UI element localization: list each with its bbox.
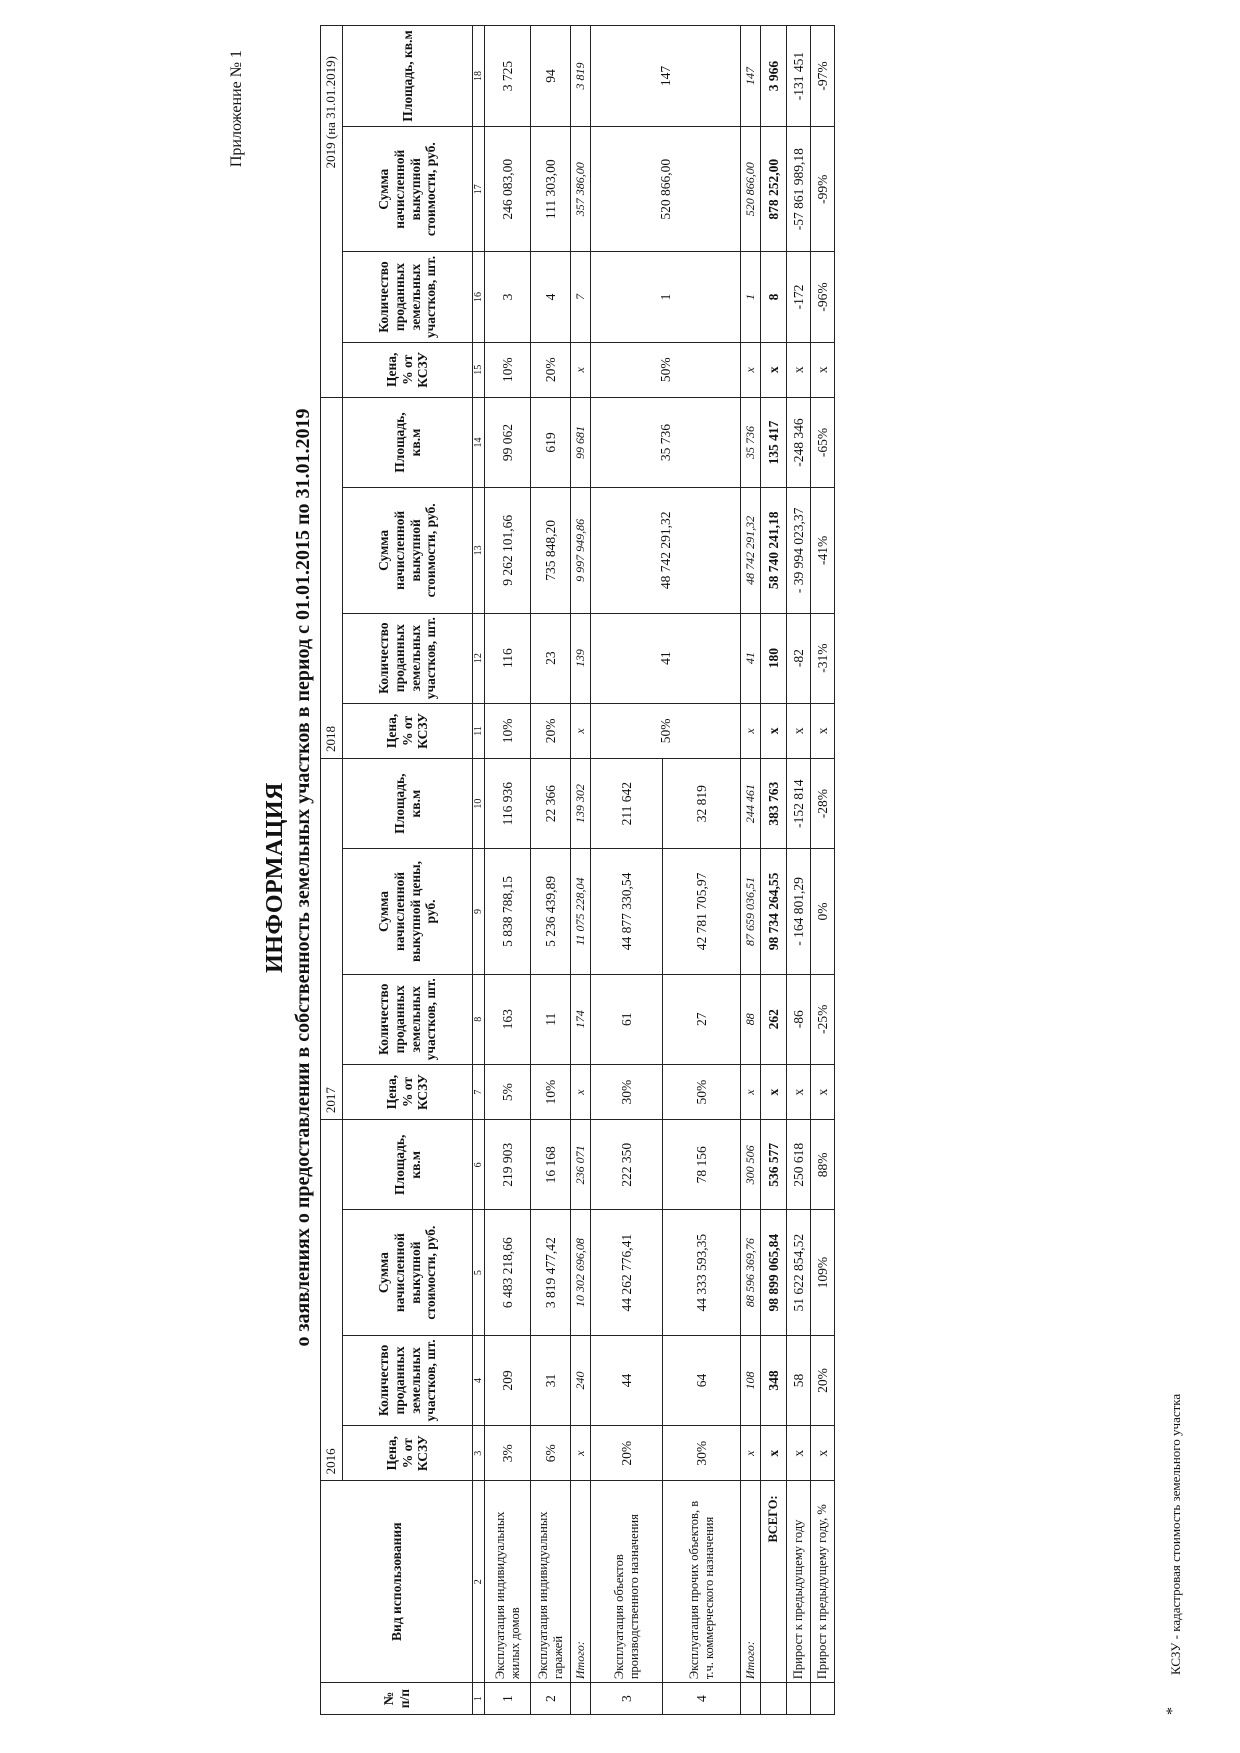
cell-p19: x xyxy=(761,342,787,397)
cell-p16: 6% xyxy=(531,1426,571,1481)
cell-a16: 219 903 xyxy=(485,1120,531,1210)
cell-a19: 94 xyxy=(531,26,571,127)
footnote: КСЗУ - кадастровая стоимость земельного участка xyxy=(1168,1393,1183,1675)
row-number-cell: 1 xyxy=(485,1683,531,1715)
cell-s18: - 39 994 023,37 xyxy=(787,488,811,613)
cell-s18: -41% xyxy=(811,488,835,613)
column-number: 7 xyxy=(473,1064,485,1119)
row-number-cell xyxy=(571,1683,591,1715)
cell-p16: x xyxy=(787,1426,811,1481)
cell-c16: 64 xyxy=(663,1335,741,1425)
column-number: 14 xyxy=(473,397,485,487)
column-number: 10 xyxy=(473,759,485,849)
cell-p18: x xyxy=(811,703,835,758)
cell-a18: 619 xyxy=(531,397,571,487)
cell-c19: 3 xyxy=(485,252,531,342)
cell-c18: 180 xyxy=(761,613,787,703)
cell-c18: 116 xyxy=(485,613,531,703)
rotated-content xyxy=(220,20,1220,1735)
row-label-cell: Прирост к предыдущему году xyxy=(787,1481,811,1683)
cell-c16: 209 xyxy=(485,1335,531,1425)
row-label-cell: Эксплуатация индивидуальных гаражей xyxy=(531,1481,571,1683)
cell-a17: 383 763 xyxy=(761,759,787,849)
table-row xyxy=(485,26,531,1715)
merged-cell-a19: 147 xyxy=(591,26,741,127)
cell-c19: 4 xyxy=(531,252,571,342)
cell-c17: -86 xyxy=(787,974,811,1064)
cell-s18: 9 997 949,86 xyxy=(571,488,591,613)
header-year-2017: 2017 xyxy=(321,759,343,1120)
header-area-2017: Площадь, кв.м xyxy=(343,759,473,849)
cell-a17: 244 461 xyxy=(741,759,761,849)
cell-p16: x xyxy=(761,1426,787,1481)
cell-p18: x xyxy=(787,703,811,758)
header-area-2018: Площадь, кв.м xyxy=(343,397,473,487)
table-row xyxy=(531,26,571,1715)
cell-a18: 99 681 xyxy=(571,397,591,487)
column-number: 3 xyxy=(473,1426,485,1481)
header-count-2017: Количество проданных земельных участков, шт. xyxy=(343,974,473,1064)
cell-p19: x xyxy=(811,342,835,397)
table-row xyxy=(811,26,835,1715)
cell-p17: 10% xyxy=(531,1064,571,1119)
cell-a16: 236 071 xyxy=(571,1120,591,1210)
cell-c19: 7 xyxy=(571,252,591,342)
cell-s17: 44 877 330,54 xyxy=(591,849,663,974)
cell-p17: x xyxy=(741,1064,761,1119)
cell-p17: x xyxy=(787,1064,811,1119)
cell-c17: 262 xyxy=(761,974,787,1064)
table-row xyxy=(741,26,761,1715)
land-plots-table xyxy=(320,25,835,1715)
cell-p17: x xyxy=(811,1064,835,1119)
cell-a18: 135 417 xyxy=(761,397,787,487)
header-sum-2019: Сумма начисленной выкупной стоимости, руб. xyxy=(343,127,473,252)
column-number: 17 xyxy=(473,127,485,252)
cell-c16: 20% xyxy=(811,1335,835,1425)
row-label-cell: ВСЕГО: xyxy=(761,1481,787,1683)
cell-p17: 50% xyxy=(663,1064,741,1119)
cell-c19: 8 xyxy=(761,252,787,342)
row-label-cell: Итого: xyxy=(741,1481,761,1683)
row-number-cell xyxy=(811,1683,835,1715)
cell-s18: 48 742 291,32 xyxy=(741,488,761,613)
cell-c17: -25% xyxy=(811,974,835,1064)
column-number: 2 xyxy=(473,1481,485,1683)
cell-a19: 3 966 xyxy=(761,26,787,127)
cell-s17: - 164 801,29 xyxy=(787,849,811,974)
cell-s19: 520 866,00 xyxy=(741,127,761,252)
cell-a17: 32 819 xyxy=(663,759,741,849)
header-count-2019: Количество проданных земельных участков, шт. xyxy=(343,252,473,342)
cell-s18: 58 740 241,18 xyxy=(761,488,787,613)
column-number: 6 xyxy=(473,1120,485,1210)
header-year-2018: 2018 xyxy=(321,397,343,758)
cell-p17: x xyxy=(761,1064,787,1119)
cell-s16: 44 333 593,35 xyxy=(663,1210,741,1335)
cell-c19: 1 xyxy=(741,252,761,342)
cell-c19: -172 xyxy=(787,252,811,342)
cell-a16: 16 168 xyxy=(531,1120,571,1210)
cell-p19: 20% xyxy=(531,342,571,397)
cell-c18: -31% xyxy=(811,613,835,703)
cell-p16: x xyxy=(811,1426,835,1481)
cell-p18: x xyxy=(571,703,591,758)
cell-c16: 348 xyxy=(761,1335,787,1425)
column-number: 8 xyxy=(473,974,485,1064)
cell-s17: 98 734 264,55 xyxy=(761,849,787,974)
cell-s19: 111 303,00 xyxy=(531,127,571,252)
cell-a19: -97% xyxy=(811,26,835,127)
table-row xyxy=(761,26,787,1715)
cell-s17: 5 838 788,15 xyxy=(485,849,531,974)
cell-c18: 41 xyxy=(741,613,761,703)
header-sum-2016: Сумма начисленной выкупной стоимости, руб. xyxy=(343,1210,473,1335)
cell-a17: -152 814 xyxy=(787,759,811,849)
appendix-label: Приложение № 1 xyxy=(228,50,245,168)
cell-p17: x xyxy=(571,1064,591,1119)
cell-p18: x xyxy=(741,703,761,758)
cell-a16: 536 577 xyxy=(761,1120,787,1210)
table-body xyxy=(485,26,835,1715)
footnote-mark: * xyxy=(1164,1707,1181,1715)
cell-a18: 99 062 xyxy=(485,397,531,487)
cell-a16: 300 506 xyxy=(741,1120,761,1210)
merged-cell-c19: 1 xyxy=(591,252,741,342)
row-number-cell xyxy=(787,1683,811,1715)
cell-p17: 30% xyxy=(591,1064,663,1119)
merged-cell-s18: 48 742 291,32 xyxy=(591,488,741,613)
cell-c16: 58 xyxy=(787,1335,811,1425)
cell-a16: 78 156 xyxy=(663,1120,741,1210)
row-number-cell xyxy=(761,1683,787,1715)
cell-s16: 10 302 696,08 xyxy=(571,1210,591,1335)
column-number: 12 xyxy=(473,613,485,703)
cell-s19: 357 386,00 xyxy=(571,127,591,252)
cell-a17: 211 642 xyxy=(591,759,663,849)
cell-a18: -248 346 xyxy=(787,397,811,487)
row-label-cell: Прирост к предыдущему году, % xyxy=(811,1481,835,1683)
cell-p16: x xyxy=(571,1426,591,1481)
merged-cell-p19: 50% xyxy=(591,342,741,397)
row-number-cell xyxy=(741,1683,761,1715)
cell-s19: -57 861 989,18 xyxy=(787,127,811,252)
cell-c17: 174 xyxy=(571,974,591,1064)
cell-s18: 9 262 101,66 xyxy=(485,488,531,613)
header-price-2019: Цена, % от КСЗУ xyxy=(343,342,473,397)
cell-a17: -28% xyxy=(811,759,835,849)
cell-s17: 42 781 705,97 xyxy=(663,849,741,974)
table-row xyxy=(591,26,663,1715)
cell-s17: 0% xyxy=(811,849,835,974)
cell-s18: 735 848,20 xyxy=(531,488,571,613)
cell-a19: 3 819 xyxy=(571,26,591,127)
header-count-2018: Количество проданных земельных участков, шт. xyxy=(343,613,473,703)
header-count-2016: Количество проданных земельных участков, шт. xyxy=(343,1335,473,1425)
cell-p17: 5% xyxy=(485,1064,531,1119)
cell-a18: 35 736 xyxy=(741,397,761,487)
row-label-cell: Эксплуатация прочих объектов, в т.ч. коммерческого назначения xyxy=(663,1481,741,1683)
cell-s17: 5 236 439,89 xyxy=(531,849,571,974)
cell-p16: 3% xyxy=(485,1426,531,1481)
cell-s16: 44 262 776,41 xyxy=(591,1210,663,1335)
cell-s19: 878 252,00 xyxy=(761,127,787,252)
cell-c17: 88 xyxy=(741,974,761,1064)
cell-s16: 3 819 477,42 xyxy=(531,1210,571,1335)
cell-p16: x xyxy=(741,1426,761,1481)
row-number-cell: 2 xyxy=(531,1683,571,1715)
cell-p18: 20% xyxy=(531,703,571,758)
merged-cell-p18: 50% xyxy=(591,703,741,758)
cell-a17: 116 936 xyxy=(485,759,531,849)
row-number-cell: 4 xyxy=(663,1683,741,1715)
cell-c17: 27 xyxy=(663,974,741,1064)
cell-c19: -96% xyxy=(811,252,835,342)
column-number: 4 xyxy=(473,1335,485,1425)
column-number: 9 xyxy=(473,849,485,974)
header-area-2016: Площадь, кв.м xyxy=(343,1120,473,1210)
row-label-cell: Итого: xyxy=(571,1481,591,1683)
cell-p19: x xyxy=(741,342,761,397)
cell-p18: 10% xyxy=(485,703,531,758)
cell-p18: x xyxy=(761,703,787,758)
cell-c17: 11 xyxy=(531,974,571,1064)
column-number: 1 xyxy=(473,1683,485,1715)
header-year-2019: 2019 (на 31.01.2019) xyxy=(321,26,343,398)
cell-p16: 20% xyxy=(591,1426,663,1481)
cell-c18: 139 xyxy=(571,613,591,703)
cell-s19: -99% xyxy=(811,127,835,252)
row-number-cell: 3 xyxy=(591,1683,663,1715)
cell-c17: 163 xyxy=(485,974,531,1064)
column-number: 18 xyxy=(473,26,485,127)
cell-a18: -65% xyxy=(811,397,835,487)
cell-s17: 87 659 036,51 xyxy=(741,849,761,974)
cell-s17: 11 075 228,04 xyxy=(571,849,591,974)
cell-c17: 61 xyxy=(591,974,663,1064)
document-title: ИНФОРМАЦИЯ xyxy=(262,782,288,973)
cell-s16: 51 622 854,52 xyxy=(787,1210,811,1335)
table-row xyxy=(787,26,811,1715)
row-label-cell: Эксплуатация объектов производственного назначения xyxy=(591,1481,663,1683)
cell-c16: 108 xyxy=(741,1335,761,1425)
cell-p19: x xyxy=(571,342,591,397)
column-number: 5 xyxy=(473,1210,485,1335)
cell-a16: 250 618 xyxy=(787,1120,811,1210)
cell-a16: 222 350 xyxy=(591,1120,663,1210)
merged-cell-s19: 520 866,00 xyxy=(591,127,741,252)
cell-c18: 23 xyxy=(531,613,571,703)
merged-cell-a18: 35 736 xyxy=(591,397,741,487)
row-label-cell: Эксплуатация индивидуальных жилых домов xyxy=(485,1481,531,1683)
cell-c16: 240 xyxy=(571,1335,591,1425)
cell-s16: 88 596 369,76 xyxy=(741,1210,761,1335)
column-number: 13 xyxy=(473,488,485,613)
table-row xyxy=(571,26,591,1715)
cell-a19: 147 xyxy=(741,26,761,127)
merged-cell-c18: 41 xyxy=(591,613,741,703)
column-number: 11 xyxy=(473,703,485,758)
column-number: 16 xyxy=(473,252,485,342)
cell-c16: 31 xyxy=(531,1335,571,1425)
document-subtitle: о заявлениях о предоставлении в собственность земельных участков в период с 01.01.2015 по 31.01.2019 xyxy=(292,408,314,1347)
cell-a17: 22 366 xyxy=(531,759,571,849)
cell-s16: 109% xyxy=(811,1210,835,1335)
cell-a17: 139 302 xyxy=(571,759,591,849)
cell-c16: 44 xyxy=(591,1335,663,1425)
cell-a16: 88% xyxy=(811,1120,835,1210)
cell-c18: -82 xyxy=(787,613,811,703)
column-numbers-row xyxy=(473,26,485,1715)
header-sum-2018: Сумма начисленной выкупной стоимости, руб. xyxy=(343,488,473,613)
cell-s19: 246 083,00 xyxy=(485,127,531,252)
header-price-2018: Цена, % от КСЗУ xyxy=(343,703,473,758)
header-area-2019: Площадь, кв.м xyxy=(343,26,473,127)
cell-s16: 6 483 218,66 xyxy=(485,1210,531,1335)
cell-p19: x xyxy=(787,342,811,397)
cell-a19: 3 725 xyxy=(485,26,531,127)
cell-p19: 10% xyxy=(485,342,531,397)
header-price-2017: Цена, % от КСЗУ xyxy=(343,1064,473,1119)
cell-p16: 30% xyxy=(663,1426,741,1481)
header-year-2016: 2016 xyxy=(321,1120,343,1481)
header-price-2016: Цена, % от КСЗУ xyxy=(343,1426,473,1481)
cell-a19: -131 451 xyxy=(787,26,811,127)
header-kind: Вид использования xyxy=(321,1481,473,1683)
header-sum-2017: Сумма начисленной выкупной цены, руб. xyxy=(343,849,473,974)
header-num: № п/п xyxy=(321,1683,473,1715)
column-number: 15 xyxy=(473,342,485,397)
cell-s16: 98 899 065,84 xyxy=(761,1210,787,1335)
